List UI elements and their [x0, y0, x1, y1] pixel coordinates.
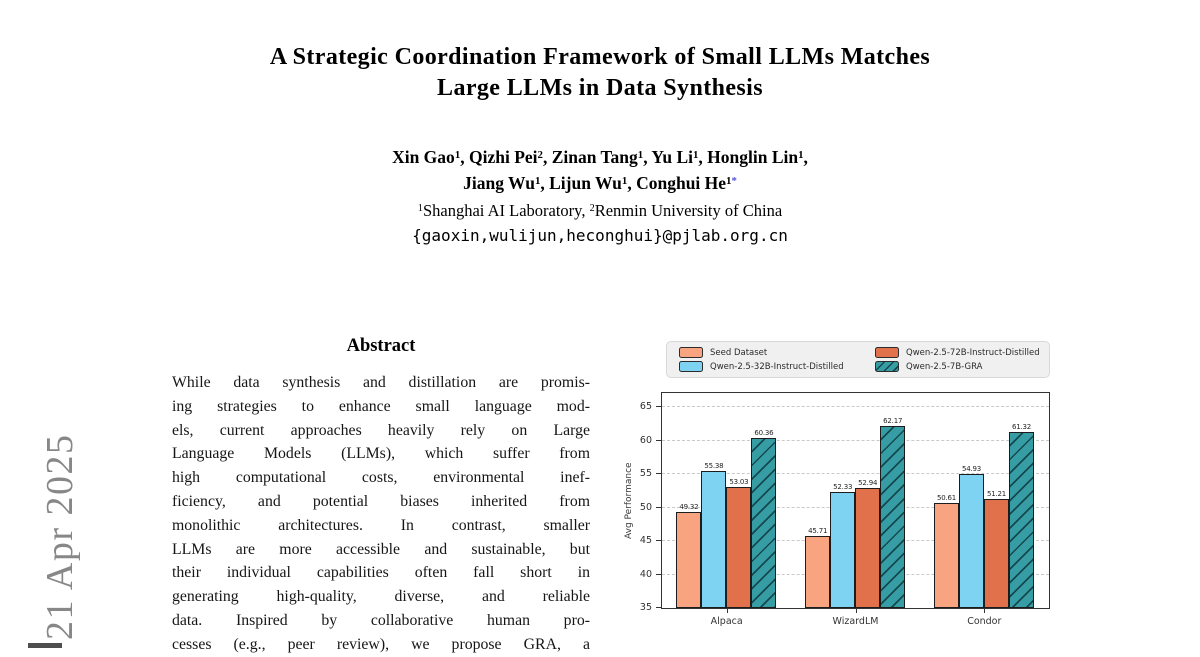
paper-title-line2: Large LLMs in Data Synthesis	[437, 75, 763, 101]
gridline	[662, 406, 1049, 407]
legend-item	[679, 347, 875, 358]
abstract-heading: Abstract	[346, 336, 416, 356]
x-category-label: Alpaca	[710, 616, 743, 627]
authors-line1: Xin Gao$^1$, Qizhi Pei$^2$, Zinan Tang$^1$, Yu Li$^1$, Honglin Lin$^1$,	[392, 147, 808, 167]
bar-value-label: 54.93	[961, 465, 982, 474]
y-tick-label: 45	[639, 535, 652, 547]
bar-value-label: 45.71	[808, 527, 828, 536]
abstract-line: monolithic architectures. In contrast, smaller	[172, 516, 590, 534]
paper-title	[0, 42, 1200, 104]
legend-label: Qwen-2.5-72B-Instruct-Distilled	[906, 347, 1040, 358]
bar-wizardlm-series2	[855, 488, 880, 608]
bar-condor-series2	[984, 499, 1009, 608]
abstract-line: data. Inspired by collaborative human pro-	[172, 611, 590, 629]
bar-alpaca-series2	[726, 487, 751, 608]
y-tick-label: 35	[639, 602, 652, 614]
legend-item	[875, 347, 1049, 358]
abstract-line: their individual capabilities often fall short in	[172, 564, 590, 582]
y-tick-mark	[656, 406, 661, 407]
superscript: 1	[798, 149, 804, 162]
bar-value-label: 55.38	[704, 462, 724, 471]
superscript: 1	[534, 175, 541, 188]
bar-condor-series0	[934, 503, 959, 608]
y-tick-mark	[656, 574, 661, 575]
contact-email: {gaoxin,wulijun,heconghui}@pjlab.org.cn	[412, 226, 788, 245]
bar-alpaca-series1	[701, 471, 726, 608]
y-tick-mark	[656, 473, 661, 474]
plot-area	[661, 392, 1050, 609]
bar-value-label: 49.32	[679, 503, 699, 512]
abstract-lines	[172, 371, 590, 657]
y-tick-mark	[656, 440, 661, 441]
y-tick-label: 60	[639, 434, 652, 446]
superscript: 2	[589, 203, 595, 215]
corresponding-author-mark: *	[731, 175, 737, 188]
x-tick-mark	[727, 609, 728, 613]
bar-value-label: 60.36	[754, 429, 774, 438]
abstract-line: Language Models (LLMs), which suffer from	[172, 445, 590, 463]
superscript: 1	[637, 149, 644, 162]
y-tick-label: 55	[639, 468, 652, 480]
chart-legend	[666, 341, 1050, 378]
y-tick-label: 50	[639, 501, 652, 513]
x-category-label: Condor	[967, 616, 1002, 627]
legend-item	[679, 361, 875, 372]
abstract-line: While data synthesis and distillation are promis-	[172, 374, 590, 391]
bar-alpaca-series0	[676, 512, 701, 608]
authors-line2: Jiang Wu$^1$, Lijun Wu$^1$, Conghui $He^{1*}$	[463, 173, 737, 193]
legend-swatch-icon	[875, 361, 899, 372]
abstract-line: ficiency, and potential biases inherited from	[172, 492, 590, 510]
paper-title-line1: A Strategic Coordination Framework of Small LLMs Matches	[269, 44, 931, 70]
legend-label: Seed Dataset	[710, 347, 768, 358]
bar-alpaca-series3	[751, 438, 776, 608]
bar-wizardlm-series3	[880, 426, 905, 608]
y-tick-label: 40	[639, 568, 652, 580]
legend-swatch-icon	[679, 361, 703, 372]
legend-label: Qwen-2.5-7B-GRA	[906, 361, 983, 372]
bar-value-label: 52.33	[833, 482, 853, 491]
bar-value-label: 51.21	[986, 490, 1007, 499]
abstract-section	[172, 336, 590, 657]
bar-value-label: 62.17	[883, 416, 903, 425]
x-category-label: WizardLM	[832, 616, 879, 627]
legend-swatch-icon	[679, 347, 703, 358]
y-axis-label: Avg Performance	[624, 462, 634, 539]
gridline	[662, 440, 1049, 441]
legend-item	[875, 361, 1049, 372]
superscript: 1	[417, 203, 423, 215]
x-tick-mark	[856, 609, 857, 613]
x-tick-mark	[984, 609, 985, 613]
legend-label: Qwen-2.5-32B-Instruct-Distilled	[710, 361, 844, 372]
y-tick-mark	[656, 540, 661, 541]
y-tick-mark	[656, 507, 661, 508]
figure-bar-chart	[600, 335, 1080, 648]
bar-value-label: 53.03	[729, 478, 749, 487]
legend-swatch-icon	[875, 347, 899, 358]
superscript: 1	[693, 149, 699, 162]
bar-value-label: 61.32	[1011, 422, 1032, 431]
superscript: 1	[454, 149, 461, 162]
y-tick-mark	[656, 607, 661, 608]
superscript: 1	[726, 175, 732, 188]
superscript: 2	[537, 149, 543, 162]
abstract-line: generating high-quality, diverse, and reliable	[172, 588, 590, 606]
abstract-line: els, current approaches heavily rely on Large	[172, 421, 590, 439]
bar-condor-series1	[959, 474, 984, 608]
arxiv-date-stamp: 21 Apr 2025	[39, 433, 81, 640]
y-tick-label: 65	[639, 401, 652, 413]
bar-value-label: 52.94	[858, 478, 878, 487]
bar-value-label: 50.61	[936, 494, 957, 503]
abstract-line: ing strategies to enhance small language mod-	[172, 397, 590, 415]
bar-condor-series3	[1009, 432, 1034, 608]
abstract-line-clipped: cesses (e.g., peer review), we propose GRA, a	[172, 635, 590, 653]
superscript: 1	[621, 175, 628, 188]
clipped-stamp-fragment	[28, 643, 62, 648]
bar-wizardlm-series1	[830, 492, 855, 608]
affiliations: $^1$Shanghai AI Laboratory, $^2$Renmin University of China	[417, 201, 783, 220]
bar-wizardlm-series0	[805, 536, 830, 608]
abstract-line: LLMs are more accessible and sustainable, but	[172, 540, 590, 558]
abstract-line: high computational costs, environmental inef-	[172, 469, 590, 487]
